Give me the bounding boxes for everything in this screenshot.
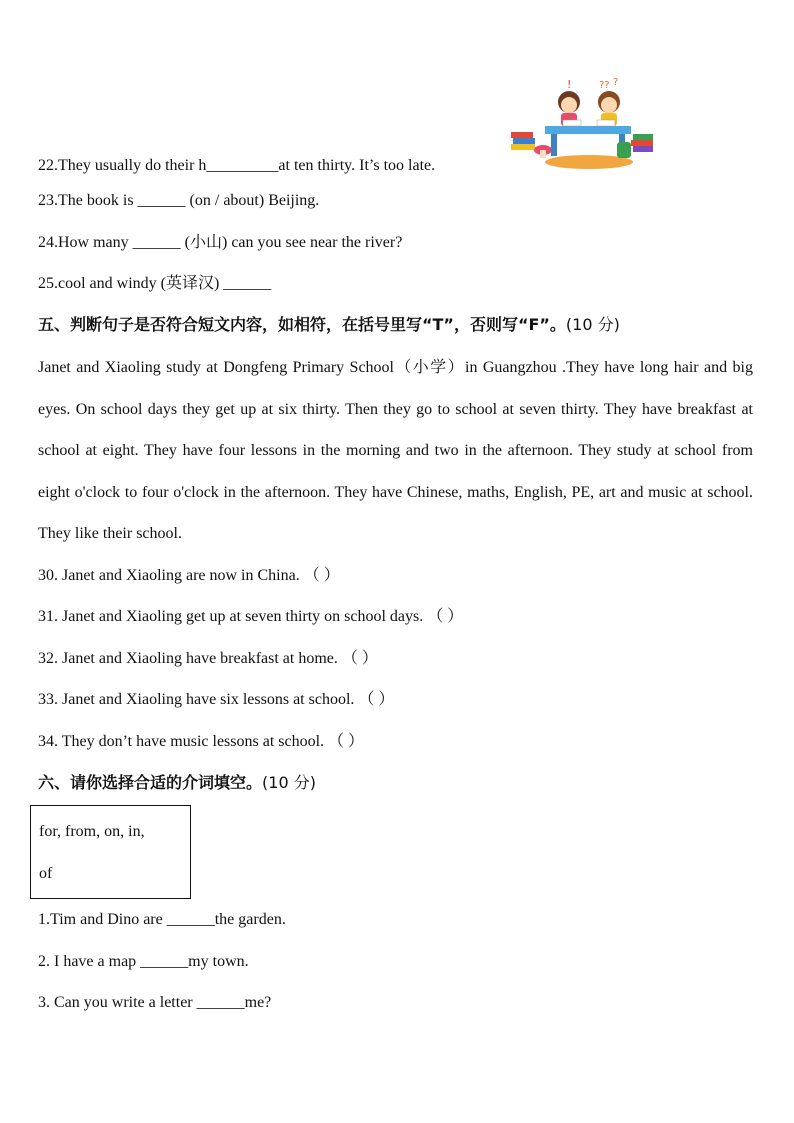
statement-30: 30. Janet and Xiaoling are now in China. （ ） [38,567,340,584]
section-6-heading-text: 六、请你选择合适的介词填空。 [38,773,263,792]
word-bank-line-2: of [39,865,53,882]
svg-text:??: ?? [599,80,610,91]
section-5-score: (10 分) [565,315,620,334]
preposition-item-2: 2. I have a map ______my town. [38,953,249,970]
statement-34: 34. They don’t have music lessons at school. （ ） [38,733,365,750]
question-23: 23.The book is ______ (on / about) Beijing. [38,192,320,209]
word-bank-line-1: for, from, on, in, [39,823,145,840]
reading-passage: Janet and Xiaoling study at Dongfeng Primary School（小学）in Guangzhou .They have long hair and big eyes. On school days they get up at six thirty. Then they go to school at seven thirty. They have breakfast at school at eight. They have four lessons in the morning and two in the afternoon. They study at school from eight o'clock to four o'clock in the afternoon. They have Chinese, maths, English, PE, art and music at school. They like their school. [38,359,753,542]
svg-text:?: ? [613,77,619,88]
question-25: 25.cool and windy (英译汉) ______ [38,275,272,292]
statement-32: 32. Janet and Xiaoling have breakfast at home. （ ） [38,650,378,667]
section-6-score: (10 分) [262,773,316,792]
section-6-heading [38,773,316,793]
children-studying-illustration [505,76,659,172]
question-24: 24.How many ______ (小山) can you see near the river? [38,234,403,251]
svg-text:!: ! [567,78,572,91]
preposition-item-3: 3. Can you write a letter ______me? [38,994,272,1011]
statement-33: 33. Janet and Xiaoling have six lessons at school. （ ） [38,691,395,708]
section-5-heading-text: 五、判断句子是否符合短文内容，如相符，在括号里写“T”，否则写“F”。 [38,315,566,334]
word-bank-box [30,805,191,899]
section-5-heading [38,315,620,335]
statement-31: 31. Janet and Xiaoling get up at seven thirty on school days. （ ） [38,608,464,625]
question-22: 22.They usually do their h_________at ten thirty. It’s too late. [38,157,436,174]
preposition-item-1: 1.Tim and Dino are ______the garden. [38,911,286,928]
